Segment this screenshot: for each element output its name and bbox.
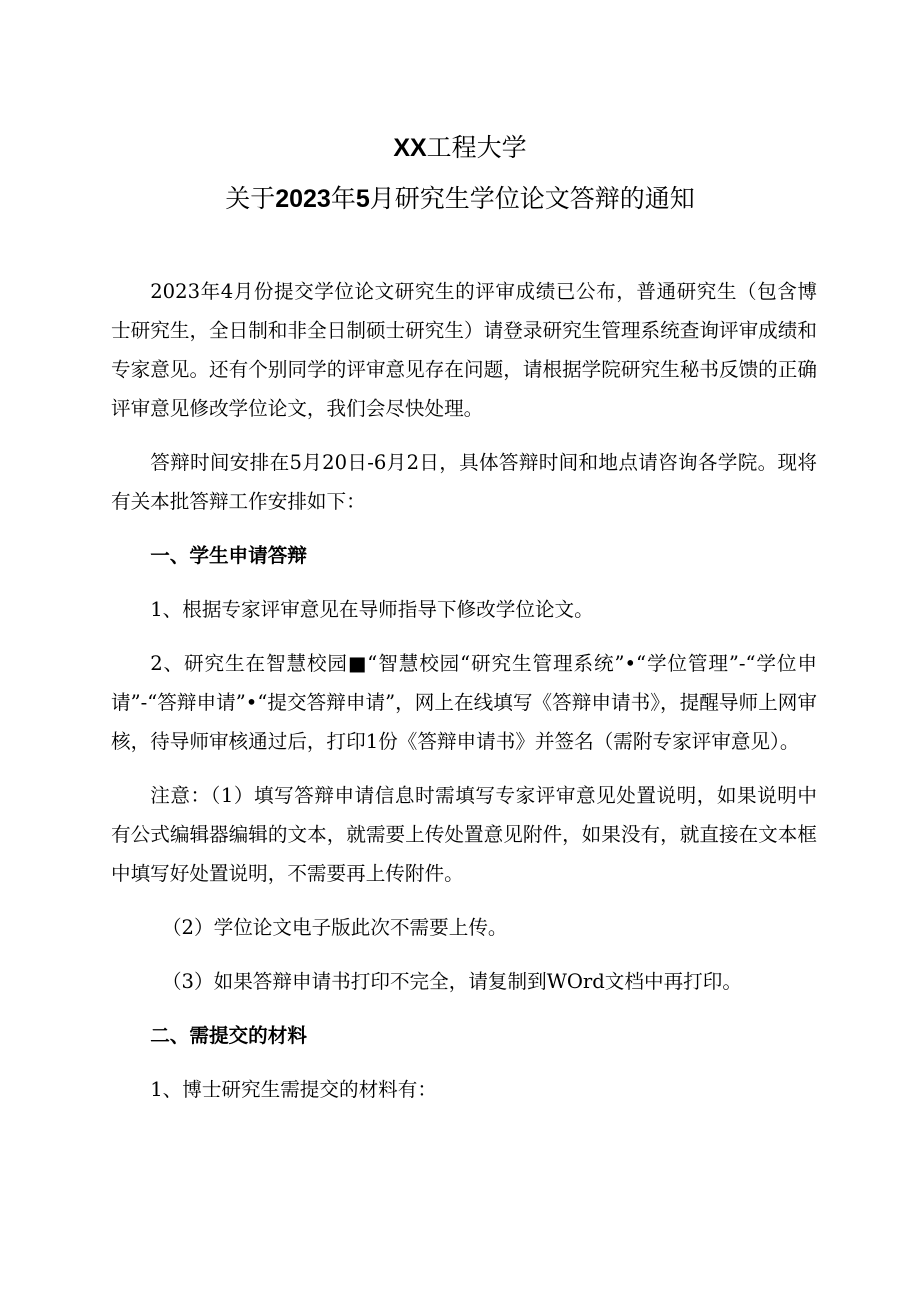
paragraph-defense-schedule: 答辩时间安排在5月20日-6月2日，具体答辩时间和地点请咨询各学院。现将有关本批答辩工作安排如下： bbox=[111, 451, 817, 513]
title-part-c: 月研究生学位论文答辩的通知 bbox=[369, 184, 695, 213]
document-title-line1 bbox=[0, 133, 920, 163]
note-item-2: （2）学位论文电子版此次不需要上传。 bbox=[161, 916, 508, 939]
list-item-doctoral-materials: 1、博士研究生需提交的材料有： bbox=[150, 1078, 437, 1101]
document-body bbox=[111, 272, 817, 1124]
title-month: 5 bbox=[355, 185, 370, 213]
title-year: 2023 bbox=[275, 185, 331, 213]
paragraph-results-announcement: 2023年4月份提交学位论文研究生的评审成绩已公布，普通研究生（包含博士研究生，全日制和非全日制硕士研究生）请登录研究生管理系统查询评审成绩和专家意见。还有个别同学的评审意见存在问题，请根据学院研究生秘书反馈的正确评审意见修改学位论文，我们会尽快处理。 bbox=[111, 280, 817, 420]
section-heading-materials: 二、需提交的材料 bbox=[150, 1024, 307, 1047]
title-latin-prefix: XX bbox=[393, 134, 427, 162]
list-item-revise-thesis: 1、根据专家评审意见在导师指导下修改学位论文。 bbox=[150, 598, 594, 621]
note-paragraph-main: 注意：（1）填写答辩申请信息时需填写专家评审意见处置说明，如果说明中有公式编辑器编辑的文本，就需要上传处置意见附件，如果没有，就直接在文本框中填写好处置说明，不需要再上传附件。 bbox=[111, 784, 817, 885]
title-part-a: 关于 bbox=[225, 184, 276, 213]
document-title-line2 bbox=[0, 184, 920, 214]
title-university-name: 工程大学 bbox=[426, 133, 527, 162]
section-heading-apply: 一、学生申请答辩 bbox=[150, 544, 307, 567]
title-part-b: 年 bbox=[330, 184, 356, 213]
list-item-online-application: 2、研究生在智慧校园■“智慧校园“研究生管理系统”•“学位管理”-“学位申请”-“答辩申请”•“提交答辩申请”，网上在线填写《答辩申请书》，提醒导师上网审核，待导师审核通过后，打印1份《答辩申请书》并签名（需附专家评审意见）。 bbox=[111, 652, 817, 753]
note-item-3: （3）如果答辩申请书打印不完全，请复制到WOrd文档中再打印。 bbox=[161, 970, 742, 993]
